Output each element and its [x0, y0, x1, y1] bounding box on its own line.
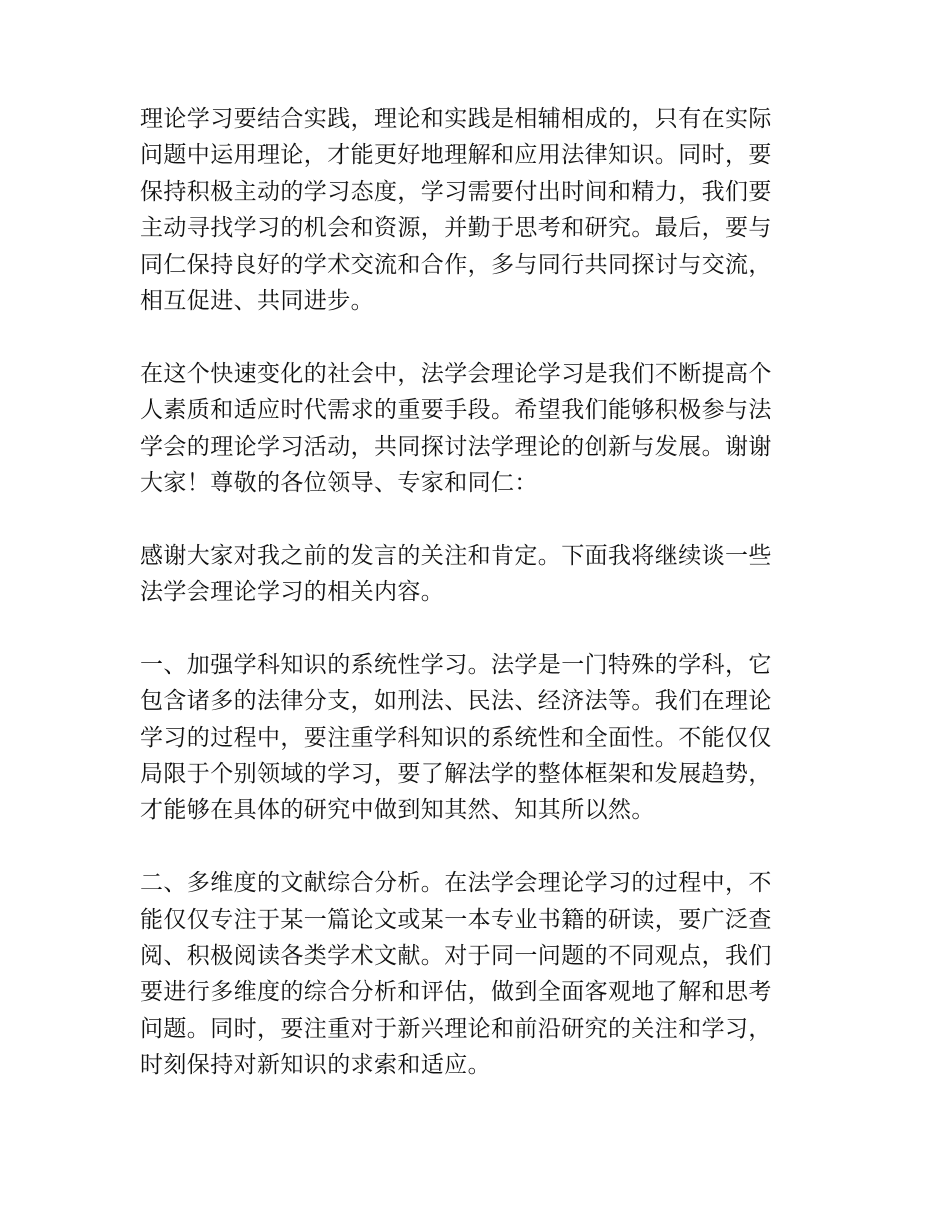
paragraph-thanks: [140, 538, 820, 611]
text-line: 学习的过程中，要注重学科知识的系统性和全面性。不能仅仅: [140, 724, 772, 751]
text-line: 法学会理论学习的相关内容。: [140, 579, 445, 606]
text-line: 感谢大家对我之前的发言的关注和肯定。下面我将继续谈一些: [140, 542, 772, 569]
text-line: 二、多维度的文献综合分析。在法学会理论学习的过程中，不: [140, 870, 772, 897]
paragraph-conclusion-greeting: [140, 356, 820, 502]
text-line: 才能够在具体的研究中做到知其然、知其所以然。: [140, 797, 655, 824]
text-line: 时刻保持对新知识的求索和适应。: [140, 1052, 491, 1079]
text-line: 大家！尊敬的各位领导、专家和同仁：: [140, 469, 538, 496]
text-line: 主动寻找学习的机会和资源，并勤于思考和研究。最后，要与: [140, 215, 772, 242]
text-line: 局限于个别领域的学习，要了解法学的整体框架和发展趋势，: [140, 761, 772, 788]
text-line: 一、加强学科知识的系统性学习。法学是一门特殊的学科，它: [140, 651, 772, 678]
text-line: 保持积极主动的学习态度，学习需要付出时间和精力，我们要: [140, 178, 772, 205]
text-line: 要进行多维度的综合分析和评估，做到全面客观地了解和思考: [140, 979, 772, 1006]
text-line: 理论学习要结合实践，理论和实践是相辅相成的，只有在实际: [140, 106, 772, 132]
text-line: 包含诸多的法律分支，如刑法、民法、经济法等。我们在理论: [140, 688, 772, 715]
text-line: 同仁保持良好的学术交流和合作，多与同行共同探讨与交流，: [140, 251, 772, 278]
text-line: 能仅仅专注于某一篇论文或某一本专业书籍的研读，要广泛查: [140, 906, 772, 933]
text-line: 学会的理论学习活动，共同探讨法学理论的创新与发展。谢谢: [140, 433, 772, 460]
text-line: 在这个快速变化的社会中，法学会理论学习是我们不断提高个: [140, 360, 772, 387]
text-line: 阅、积极阅读各类学术文献。对于同一问题的不同观点，我们: [140, 942, 772, 969]
text-line: 问题。同时，要注重对于新兴理论和前沿研究的关注和学习，: [140, 1015, 772, 1042]
text-line: 相互促进、共同进步。: [140, 287, 374, 314]
paragraph-point-two: [140, 865, 820, 1083]
paragraph-theory-practice: [140, 101, 820, 319]
paragraph-point-one: [140, 647, 820, 829]
text-line: 人素质和适应时代需求的重要手段。希望我们能够积极参与法: [140, 397, 772, 424]
text-line: 问题中运用理论，才能更好地理解和应用法律知识。同时，要: [140, 142, 772, 169]
document-body: [140, 101, 820, 1084]
